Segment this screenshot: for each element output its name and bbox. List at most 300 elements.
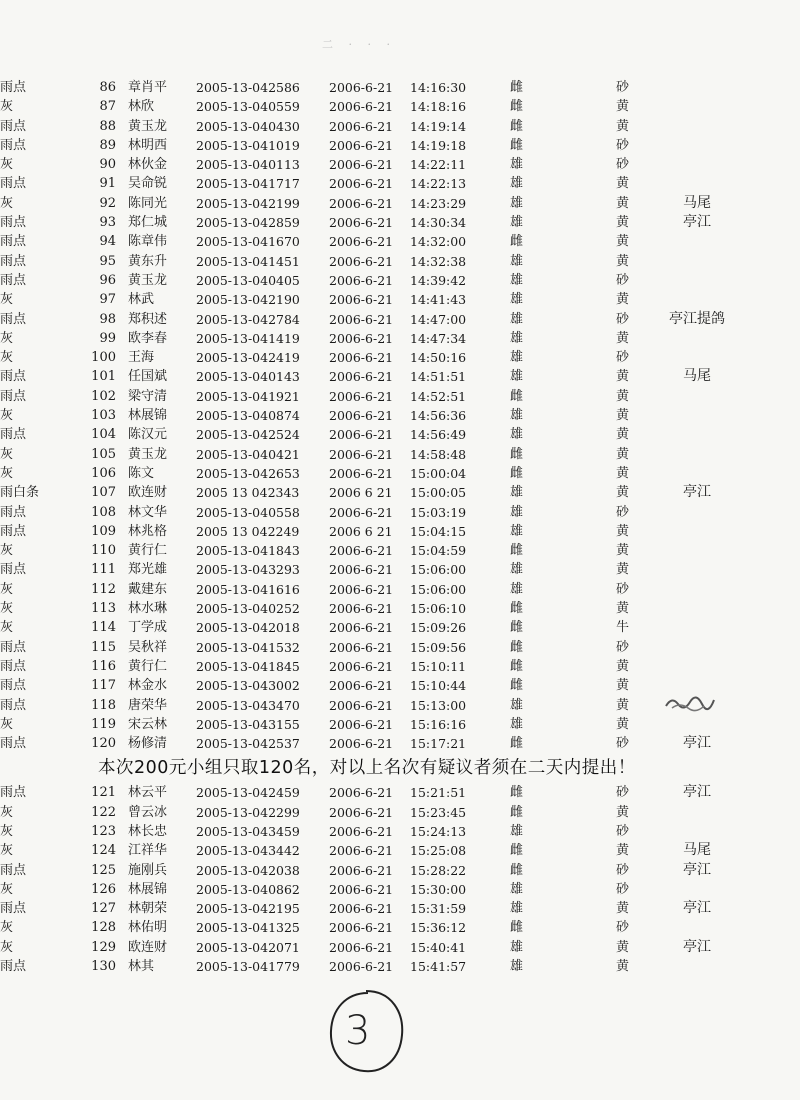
cell-name: 施刚兵	[128, 862, 168, 878]
cell-time: 15:09:56	[410, 639, 467, 655]
cell-eye: 砂	[616, 581, 630, 597]
cell-name: 宋云林	[128, 716, 168, 732]
cell-ring: 2005-13-042859	[196, 215, 300, 231]
table-row	[0, 483, 800, 502]
cell-date: 2006-6-21	[329, 272, 394, 288]
cell-ring: 2005-13-040558	[196, 504, 300, 520]
cell-ring: 2005-13-043293	[196, 562, 300, 578]
cell-ring: 2005-13-041325	[196, 920, 300, 936]
cell-eye: 黄	[616, 939, 630, 955]
cell-color: 雨点	[0, 369, 27, 385]
cell-no: 100	[91, 350, 116, 366]
cell-time: 15:30:00	[410, 881, 467, 897]
cell-time: 14:52:51	[410, 388, 467, 404]
cell-no: 105	[91, 446, 116, 462]
cell-date: 2006-6-21	[329, 920, 394, 936]
cell-date: 2006-6-21	[329, 427, 394, 443]
cell-time: 15:00:04	[410, 465, 467, 481]
cell-time: 15:41:57	[410, 959, 467, 975]
cell-color: 雨点	[0, 523, 27, 539]
cell-time: 15:04:59	[410, 543, 467, 559]
cell-note: 马尾	[683, 842, 711, 859]
cell-sex: 雄	[510, 311, 524, 327]
cell-time: 14:39:42	[410, 272, 467, 288]
cell-eye: 黄	[616, 446, 630, 462]
cell-date: 2006-6-21	[329, 939, 394, 955]
cell-date: 2006-6-21	[329, 465, 394, 481]
cell-eye: 黄	[616, 176, 630, 192]
header-mark: 二 · · ·	[322, 38, 396, 51]
cell-no: 111	[91, 562, 116, 578]
cell-sex: 雄	[510, 562, 524, 578]
cell-time: 15:36:12	[410, 920, 467, 936]
cell-ring: 2005-13-041717	[196, 176, 300, 192]
cell-eye: 黄	[616, 465, 630, 481]
cell-no: 93	[99, 215, 116, 231]
table-row	[0, 560, 800, 579]
table-row	[0, 918, 800, 937]
cell-time: 14:47:00	[410, 311, 467, 327]
cell-sex: 雄	[510, 581, 524, 597]
cell-name: 林武	[128, 292, 155, 308]
cell-ring: 2005-13-040252	[196, 601, 300, 617]
cell-eye: 黄	[616, 427, 630, 443]
cell-ring: 2005-13-041616	[196, 581, 300, 597]
cell-ring: 2005-13-042537	[196, 736, 300, 752]
cell-color: 灰	[0, 939, 14, 955]
cell-date: 2006-6-21	[329, 195, 394, 211]
cell-color: 雨点	[0, 862, 27, 878]
cell-time: 15:04:15	[410, 523, 467, 539]
cell-note: 马尾	[683, 194, 711, 211]
cell-sex: 雌	[510, 118, 524, 134]
cell-name: 黄玉龙	[128, 446, 168, 462]
cell-date: 2006-6-21	[329, 736, 394, 752]
cell-no: 88	[99, 118, 116, 134]
cell-ring: 2005-13-042018	[196, 620, 300, 636]
cell-date: 2006 6 21	[329, 523, 393, 539]
cell-eye: 砂	[616, 881, 630, 897]
cell-color: 雨点	[0, 427, 27, 443]
cell-time: 14:30:34	[410, 215, 467, 231]
table-row	[0, 822, 800, 841]
cell-color: 灰	[0, 601, 14, 617]
table-row	[0, 861, 800, 880]
cell-eye: 黄	[616, 658, 630, 674]
cell-name: 林佑明	[128, 920, 168, 936]
cell-name: 丁学成	[128, 620, 168, 636]
cell-sex: 雄	[510, 697, 524, 713]
cell-date: 2006-6-21	[329, 99, 394, 115]
cell-ring: 2005-13-041845	[196, 658, 300, 674]
table-row	[0, 194, 800, 213]
cell-name: 唐荣华	[128, 697, 168, 713]
cell-ring: 2005-13-041419	[196, 330, 300, 346]
cell-ring: 2005 13 042249	[196, 523, 300, 539]
cell-sex: 雌	[510, 639, 524, 655]
cell-date: 2006-6-21	[329, 350, 394, 366]
cell-name: 林水琳	[128, 601, 168, 617]
cell-sex: 雄	[510, 881, 524, 897]
cell-time: 14:41:43	[410, 292, 467, 308]
cell-eye: 砂	[616, 862, 630, 878]
cell-time: 15:13:00	[410, 697, 467, 713]
cell-no: 127	[91, 901, 116, 917]
cell-ring: 2005-13-042419	[196, 350, 300, 366]
cell-date: 2006-6-21	[329, 176, 394, 192]
table-row	[0, 232, 800, 251]
cell-time: 15:10:11	[410, 658, 467, 674]
cell-color: 灰	[0, 920, 14, 936]
cell-time: 15:16:16	[410, 716, 467, 732]
cell-time: 14:50:16	[410, 350, 467, 366]
cell-time: 14:18:16	[410, 99, 467, 115]
cell-ring: 2005-13-041451	[196, 253, 300, 269]
table-row	[0, 657, 800, 676]
cell-date: 2006-6-21	[329, 601, 394, 617]
cell-color: 灰	[0, 350, 14, 366]
cell-eye: 黄	[616, 330, 630, 346]
cell-ring: 2005-13-042195	[196, 901, 300, 917]
results-table	[0, 78, 800, 976]
cell-color: 雨点	[0, 176, 27, 192]
cell-sex: 雄	[510, 523, 524, 539]
cell-color: 灰	[0, 157, 14, 173]
cell-eye: 黄	[616, 543, 630, 559]
cell-no: 95	[99, 253, 116, 269]
cell-eye: 黄	[616, 253, 630, 269]
cell-eye: 黄	[616, 959, 630, 975]
table-row	[0, 638, 800, 657]
cell-no: 104	[91, 427, 116, 443]
cell-name: 梁守清	[128, 388, 168, 404]
cell-eye: 砂	[616, 736, 630, 752]
cell-sex: 雄	[510, 408, 524, 424]
cell-sex: 雌	[510, 658, 524, 674]
cell-ring: 2005-13-043002	[196, 678, 300, 694]
cell-name: 欧连财	[128, 485, 168, 501]
cell-ring: 2005-13-040143	[196, 369, 300, 385]
cell-color: 雨点	[0, 253, 27, 269]
cell-color: 雨点	[0, 562, 27, 578]
cell-eye: 黄	[616, 697, 630, 713]
cell-ring: 2005-13-042784	[196, 311, 300, 327]
table-row	[0, 290, 800, 309]
cell-eye: 黄	[616, 215, 630, 231]
cell-ring: 2005-13-043470	[196, 697, 300, 713]
cell-time: 15:03:19	[410, 504, 467, 520]
cell-name: 林朝荣	[128, 901, 168, 917]
cell-eye: 砂	[616, 137, 630, 153]
cell-name: 林欣	[128, 99, 155, 115]
cell-eye: 砂	[616, 311, 630, 327]
cell-name: 林兆格	[128, 523, 168, 539]
cell-eye: 黄	[616, 195, 630, 211]
cell-color: 雨点	[0, 215, 27, 231]
cell-no: 108	[91, 504, 116, 520]
cell-name: 林展锦	[128, 408, 168, 424]
table-row	[0, 618, 800, 637]
table-row	[0, 503, 800, 522]
cell-sex: 雄	[510, 959, 524, 975]
cell-name: 陈汉元	[128, 427, 168, 443]
cell-color: 灰	[0, 446, 14, 462]
table-row	[0, 899, 800, 918]
cell-ring: 2005-13-040421	[196, 446, 300, 462]
cell-eye: 黄	[616, 601, 630, 617]
cell-ring: 2005-13-040430	[196, 118, 300, 134]
cell-eye: 黄	[616, 485, 630, 501]
cell-ring: 2005-13-041532	[196, 639, 300, 655]
cell-no: 117	[91, 678, 116, 694]
table-row	[0, 387, 800, 406]
cell-date: 2006-6-21	[329, 620, 394, 636]
cell-time: 15:06:00	[410, 562, 467, 578]
cell-date: 2006 6 21	[329, 485, 393, 501]
cell-no: 96	[99, 272, 116, 288]
cell-no: 113	[91, 601, 116, 617]
table-row	[0, 117, 800, 136]
cell-sex: 雄	[510, 939, 524, 955]
cell-sex: 雌	[510, 678, 524, 694]
cell-ring: 2005-13-043442	[196, 843, 300, 859]
cell-eye: 砂	[616, 639, 630, 655]
cell-sex: 雄	[510, 716, 524, 732]
cell-date: 2006-6-21	[329, 80, 394, 95]
table-row	[0, 271, 800, 290]
cell-ring: 2005-13-042653	[196, 465, 300, 481]
cell-name: 林展锦	[128, 881, 168, 897]
cell-name: 吴秋祥	[128, 639, 168, 655]
cell-no: 94	[99, 234, 116, 250]
cell-color: 雨点	[0, 901, 27, 917]
table-row	[0, 841, 800, 860]
cell-time: 14:56:49	[410, 427, 467, 443]
cell-date: 2006-6-21	[329, 678, 394, 694]
cell-ring: 2005 13 042343	[196, 485, 300, 501]
results-rows-top	[0, 78, 800, 753]
cell-eye: 黄	[616, 562, 630, 578]
table-row	[0, 715, 800, 734]
cell-no: 120	[91, 736, 116, 752]
cell-date: 2006-6-21	[329, 330, 394, 346]
cell-color: 雨点	[0, 80, 27, 95]
cell-color: 灰	[0, 292, 14, 308]
cell-eye: 砂	[616, 823, 630, 839]
cell-sex: 雄	[510, 504, 524, 520]
cell-eye: 牛	[616, 620, 630, 636]
handwritten-scribble	[662, 692, 718, 714]
cell-sex: 雌	[510, 80, 524, 95]
cell-time: 14:22:13	[410, 176, 467, 192]
cell-color: 灰	[0, 408, 14, 424]
cell-color: 雨点	[0, 639, 27, 655]
cell-date: 2006-6-21	[329, 215, 394, 231]
cell-color: 雨白条	[0, 485, 40, 501]
cell-color: 雨点	[0, 388, 27, 404]
cell-time: 14:56:36	[410, 408, 467, 424]
cell-color: 雨点	[0, 697, 27, 713]
cell-date: 2006-6-21	[329, 881, 394, 897]
cell-no: 124	[91, 843, 116, 859]
table-row	[0, 329, 800, 348]
cell-note: 亭江	[683, 214, 711, 231]
table-row	[0, 522, 800, 541]
cell-time: 15:06:10	[410, 601, 467, 617]
cell-sex: 雌	[510, 785, 524, 801]
cell-sex: 雌	[510, 543, 524, 559]
cell-color: 雨点	[0, 785, 27, 801]
cell-time: 15:00:05	[410, 485, 467, 501]
cell-date: 2006-6-21	[329, 862, 394, 878]
cell-date: 2006-6-21	[329, 446, 394, 462]
cell-eye: 砂	[616, 785, 630, 801]
cell-sex: 雄	[510, 253, 524, 269]
cell-name: 任国斌	[128, 369, 168, 385]
cell-no: 130	[91, 959, 116, 975]
cell-date: 2006-6-21	[329, 543, 394, 559]
cell-eye: 黄	[616, 369, 630, 385]
cell-ring: 2005-13-041779	[196, 959, 300, 975]
cell-time: 15:28:22	[410, 862, 467, 878]
cell-sex: 雌	[510, 465, 524, 481]
cell-color: 雨点	[0, 272, 27, 288]
cell-no: 112	[91, 581, 116, 597]
cell-no: 91	[99, 176, 116, 192]
cell-name: 黄行仁	[128, 543, 168, 559]
cell-date: 2006-6-21	[329, 785, 394, 801]
cell-sex: 雄	[510, 176, 524, 192]
cell-name: 林云平	[128, 785, 168, 801]
cell-ring: 2005-13-040113	[196, 157, 300, 173]
cell-no: 116	[91, 658, 116, 674]
cell-sex: 雌	[510, 99, 524, 115]
table-row	[0, 734, 800, 753]
cell-sex: 雌	[510, 601, 524, 617]
cell-date: 2006-6-21	[329, 408, 394, 424]
cell-eye: 砂	[616, 157, 630, 173]
cell-sex: 雌	[510, 920, 524, 936]
cell-eye: 黄	[616, 804, 630, 820]
cell-name: 陈章伟	[128, 234, 168, 250]
cell-color: 雨点	[0, 736, 27, 752]
results-rows-bottom	[0, 783, 800, 976]
cell-date: 2006-6-21	[329, 118, 394, 134]
cell-eye: 黄	[616, 901, 630, 917]
cell-date: 2006-6-21	[329, 658, 394, 674]
cell-color: 灰	[0, 620, 14, 636]
cell-eye: 砂	[616, 920, 630, 936]
table-row	[0, 957, 800, 976]
cell-ring: 2005-13-040874	[196, 408, 300, 424]
cell-ring: 2005-13-040559	[196, 99, 300, 115]
cell-sex: 雄	[510, 901, 524, 917]
cell-ring: 2005-13-042299	[196, 804, 300, 820]
cell-sex: 雌	[510, 843, 524, 859]
cell-note: 马尾	[683, 368, 711, 385]
cell-date: 2006-6-21	[329, 504, 394, 520]
cell-color: 灰	[0, 843, 14, 859]
cell-date: 2006-6-21	[329, 697, 394, 713]
cell-name: 郑光雄	[128, 562, 168, 578]
cell-color: 雨点	[0, 678, 27, 694]
cell-color: 灰	[0, 195, 14, 211]
cell-name: 章肖平	[128, 80, 168, 95]
cell-name: 欧李春	[128, 330, 168, 346]
cell-note: 亭江	[683, 900, 711, 917]
cell-time: 14:32:00	[410, 234, 467, 250]
cell-time: 15:17:21	[410, 736, 467, 752]
cell-eye: 黄	[616, 678, 630, 694]
cell-date: 2006-6-21	[329, 843, 394, 859]
table-row	[0, 938, 800, 957]
cell-color: 灰	[0, 99, 14, 115]
cell-eye: 黄	[616, 99, 630, 115]
cell-sex: 雄	[510, 157, 524, 173]
cell-time: 15:21:51	[410, 785, 467, 801]
cell-no: 128	[91, 920, 116, 936]
cell-eye: 砂	[616, 350, 630, 366]
cell-sex: 雄	[510, 195, 524, 211]
cell-color: 雨点	[0, 311, 27, 327]
cell-sex: 雄	[510, 215, 524, 231]
cell-sex: 雌	[510, 388, 524, 404]
cell-time: 14:19:18	[410, 137, 467, 153]
cell-color: 灰	[0, 716, 14, 732]
cell-no: 109	[91, 523, 116, 539]
table-row	[0, 310, 800, 329]
cell-sex: 雌	[510, 234, 524, 250]
cell-time: 14:47:34	[410, 330, 467, 346]
cell-ring: 2005-13-041843	[196, 543, 300, 559]
cell-name: 黄行仁	[128, 658, 168, 674]
cell-date: 2006-6-21	[329, 901, 394, 917]
cell-name: 江祥华	[128, 843, 168, 859]
cell-color: 雨点	[0, 137, 27, 153]
cell-no: 118	[91, 697, 116, 713]
cell-time: 15:31:59	[410, 901, 467, 917]
cell-sex: 雄	[510, 485, 524, 501]
cell-time: 15:24:13	[410, 823, 467, 839]
cell-time: 15:23:45	[410, 804, 467, 820]
table-row	[0, 348, 800, 367]
cell-note: 亭江	[683, 735, 711, 752]
table-row	[0, 541, 800, 560]
cell-eye: 黄	[616, 716, 630, 732]
cell-name: 林长忠	[128, 823, 168, 839]
cell-color: 雨点	[0, 234, 27, 250]
cell-ring: 2005-13-041019	[196, 137, 300, 153]
cell-eye: 黄	[616, 292, 630, 308]
cell-ring: 2005-13-042190	[196, 292, 300, 308]
cell-note: 亭江	[683, 784, 711, 801]
cell-sex: 雌	[510, 620, 524, 636]
cell-color: 灰	[0, 581, 14, 597]
cell-name: 陈同光	[128, 195, 168, 211]
cell-sex: 雌	[510, 446, 524, 462]
cell-note: 亭江提鸽	[669, 310, 725, 327]
page-number: 3	[345, 1008, 371, 1054]
cell-sex: 雄	[510, 823, 524, 839]
cell-name: 林伙金	[128, 157, 168, 173]
cell-date: 2006-6-21	[329, 804, 394, 820]
cell-time: 15:09:26	[410, 620, 467, 636]
cell-color: 雨点	[0, 118, 27, 134]
cell-time: 14:22:11	[410, 157, 467, 173]
cell-name: 林其	[128, 959, 155, 975]
cell-sex: 雄	[510, 427, 524, 443]
table-row	[0, 155, 800, 174]
